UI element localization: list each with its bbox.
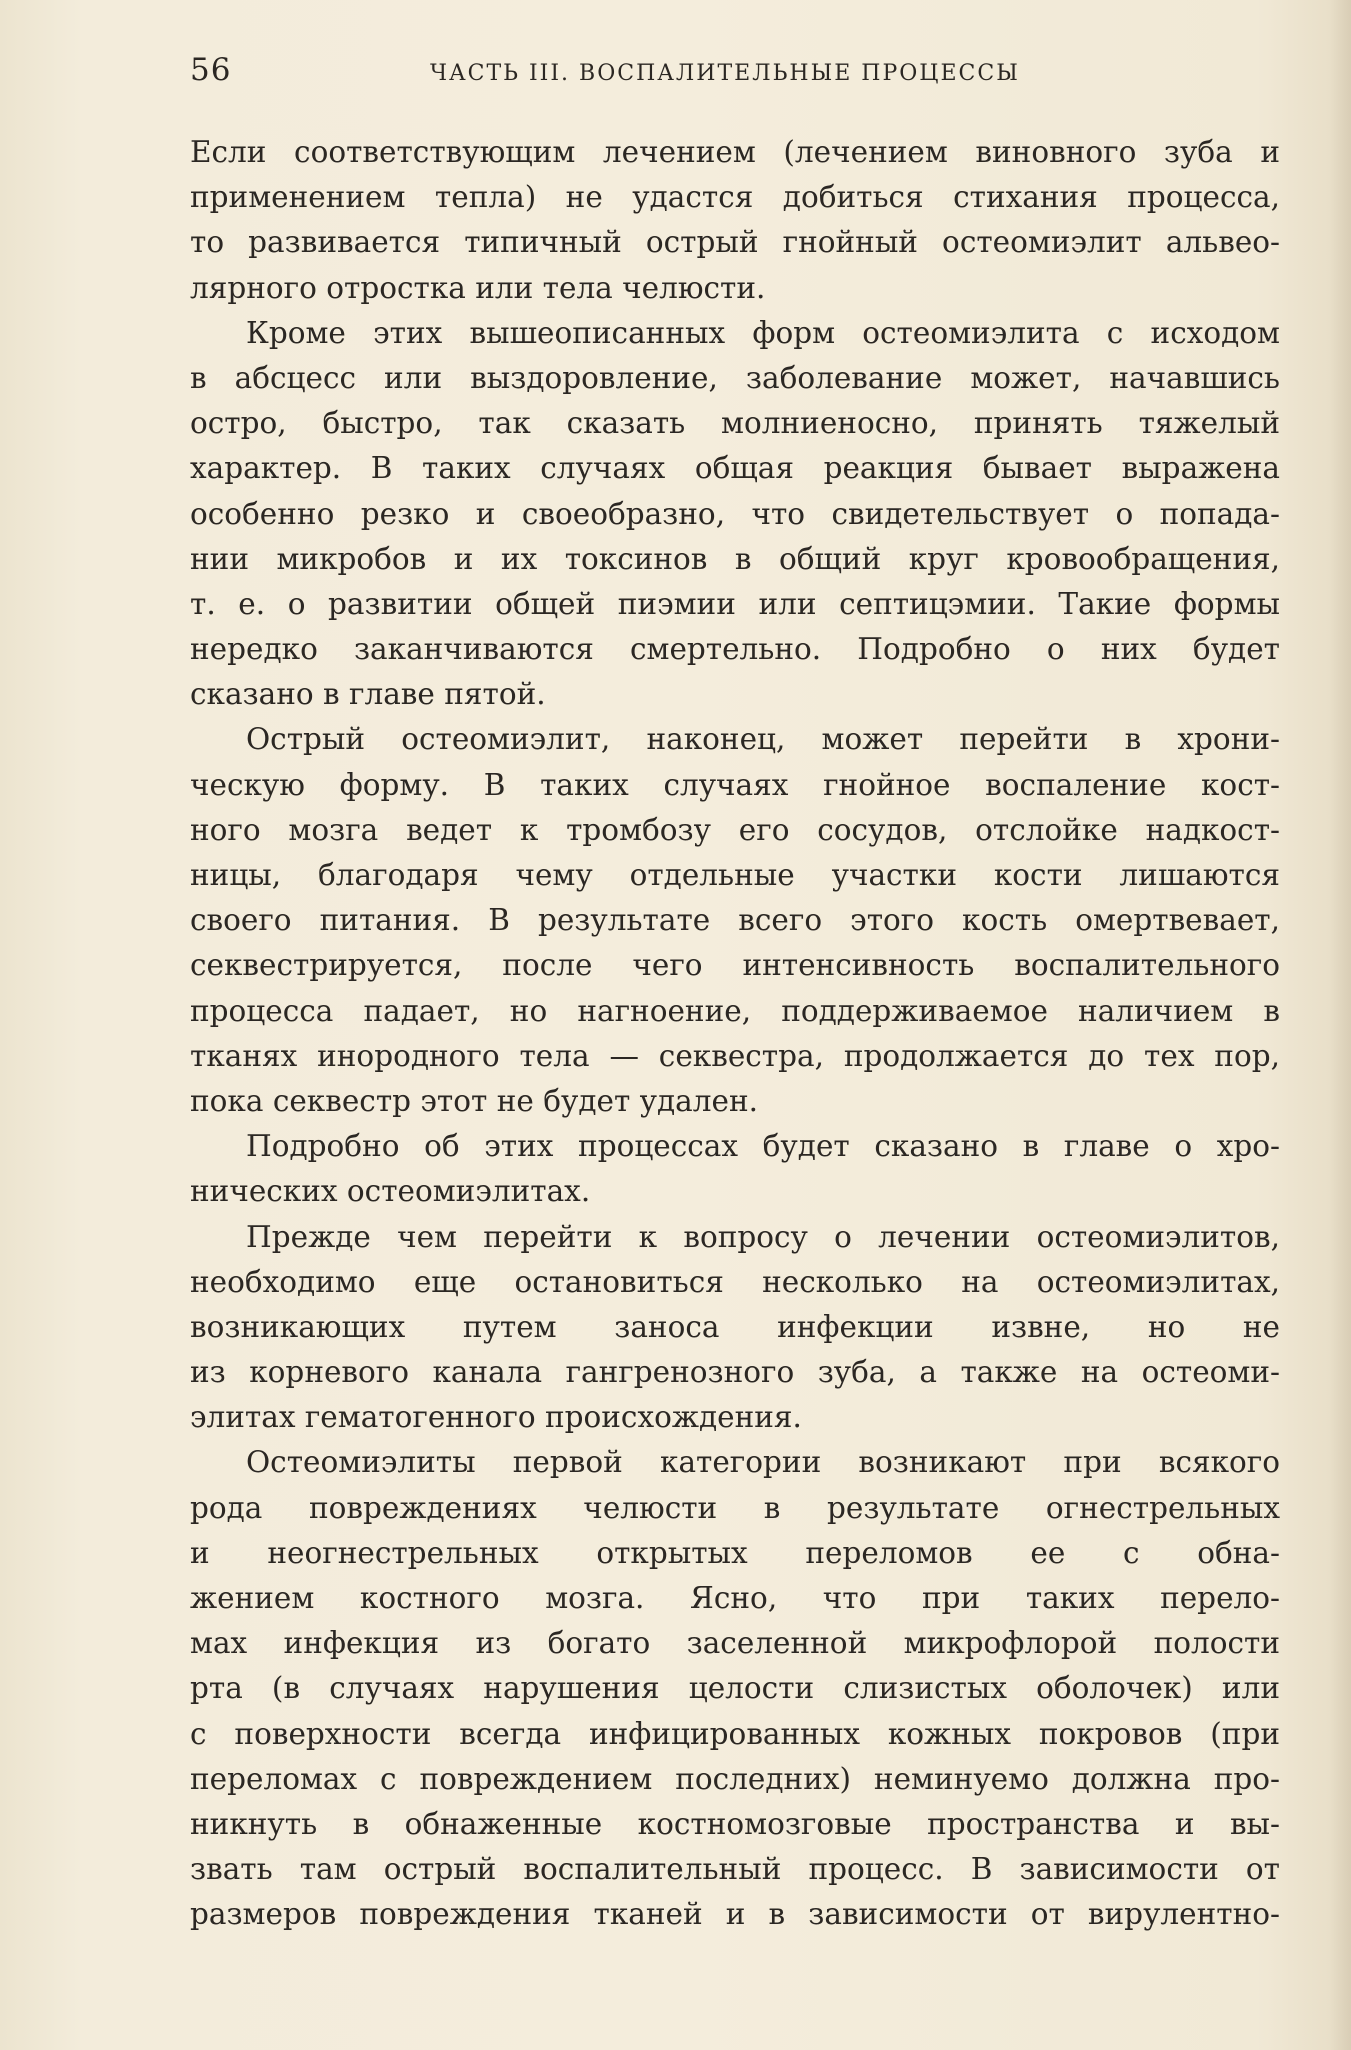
text-line: и неогнестрельных открытых переломов ее с обна- xyxy=(190,1535,1280,1570)
text-line: лярного отростка или тела челюсти. xyxy=(190,270,766,305)
text-line: пока секвестр этот не будет удален. xyxy=(190,1083,758,1118)
text-line: из корневого канала гангренозного зуба, а также на остеоми- xyxy=(190,1355,1280,1390)
text-line: ческую форму. В таких случаях гнойное воспаление кост- xyxy=(190,767,1280,802)
text-line: особенно резко и своеобразно, что свидетельствует о попада- xyxy=(190,496,1280,531)
text-line: ницы, благодаря чему отдельные участки кости лишаются xyxy=(190,858,1280,892)
text-line: сказано в главе пятой. xyxy=(190,677,546,712)
body-text xyxy=(190,130,1280,1938)
page-header xyxy=(190,52,1280,92)
text-line: необходимо еще остановиться несколько на остеомиэлитах, xyxy=(190,1264,1280,1299)
text-line: звать там острый воспалительный процесс. В зависимости от xyxy=(190,1852,1280,1887)
text-line: Прежде чем перейти к вопросу о лечении остеомиэлитов, xyxy=(246,1219,1280,1254)
text-line: рта (в случаях нарушения целости слизистых оболочек) или xyxy=(190,1671,1280,1706)
text-line: элитах гематогенного происхождения. xyxy=(190,1400,802,1435)
text-line: нических остеомиэлитах. xyxy=(190,1174,591,1209)
text-line: секвестрируется, после чего интенсивность воспалительного xyxy=(190,948,1280,983)
text-line: жением костного мозга. Ясно, что при таких перело- xyxy=(190,1581,1280,1615)
text-line: нередко заканчиваются смертельно. Подробно о них будет xyxy=(190,632,1280,667)
text-line: характер. В таких случаях общая реакция бывает выражена xyxy=(190,451,1280,486)
text-line: применением тепла) не удастся добиться стихания процесса, xyxy=(190,180,1280,215)
text-line: рода повреждениях челюсти в результате огнестрельных xyxy=(190,1490,1280,1525)
text-line: Подробно об этих процессах будет сказано в главе о хро- xyxy=(246,1129,1280,1164)
text-line: мах инфекция из богато заселенной микрофлорой полости xyxy=(190,1626,1280,1661)
text-line: тканях инородного тела — секвестра, продолжается до тех пор, xyxy=(190,1038,1280,1073)
text-line: Кроме этих вышеописанных форм остеомиэлита с исходом xyxy=(246,315,1280,350)
text-line: в абсцесс или выздоровление, заболевание может, начавшись xyxy=(190,360,1280,395)
text-line: нии микробов и их токсинов в общий круг кровообращения, xyxy=(190,541,1280,576)
text-line: процесса падает, но нагноение, поддерживаемое наличием в xyxy=(190,993,1280,1028)
text-line: остро, быстро, так сказать молниеносно, принять тяжелый xyxy=(190,406,1280,441)
text-line: своего питания. В результате всего этого кость омертвевает, xyxy=(190,903,1280,938)
running-head: ЧАСТЬ III. ВОСПАЛИТЕЛЬНЫЕ ПРОЦЕССЫ xyxy=(430,61,1020,86)
text-line: ного мозга ведет к тромбозу его сосудов, отслойке надкост- xyxy=(190,812,1280,847)
text-line: размеров повреждения тканей и в зависимости от вирулентно- xyxy=(190,1897,1280,1932)
text-line: Остеомиэлиты первой категории возникают при всякого xyxy=(246,1445,1280,1480)
text-line: с поверхности всегда инфицированных кожных покровов (при xyxy=(190,1716,1280,1751)
text-line: возникающих путем заноса инфекции извне, но не xyxy=(190,1309,1280,1344)
page-number: 56 xyxy=(190,52,232,88)
page-edge-shadow xyxy=(1329,0,1351,2050)
text-line: то развивается типичный острый гнойный остеомиэлит альвео- xyxy=(190,225,1280,260)
text-line: переломах с повреждением последних) неминуемо должна про- xyxy=(190,1761,1280,1796)
text-line: т. е. о развитии общей пиэмии или септицэмии. Такие формы xyxy=(190,586,1280,621)
text-line: Если соответствующим лечением (лечением виновного зуба и xyxy=(190,135,1280,169)
text-line: Острый остеомиэлит, наконец, может перейти в хрони- xyxy=(246,722,1280,757)
text-line: никнуть в обнаженные костномозговые пространства и вы- xyxy=(190,1806,1280,1841)
